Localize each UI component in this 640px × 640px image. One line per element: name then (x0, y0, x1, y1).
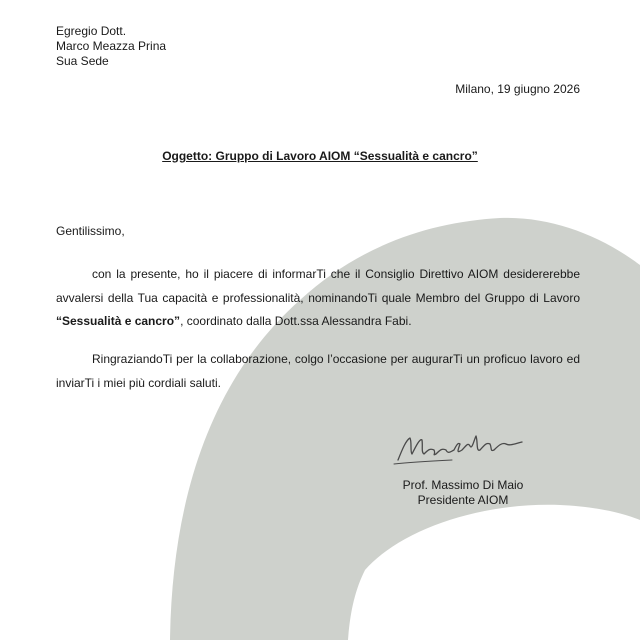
signer-role: Presidente AIOM (417, 493, 509, 507)
recipient-address (56, 24, 166, 69)
recipient-title: Egregio Dott. (56, 24, 127, 38)
paragraph1-text-end: , coordinato dalla Dott.ssa Alessandra Fabi. (180, 314, 412, 328)
recipient-location: Sua Sede (56, 54, 109, 68)
body-paragraph-2: RingraziandoTi per la collaborazione, colgo l’occasione per augurarTi un proficuo lavoro ed inviarTi i miei più cordiali saluti. (56, 352, 580, 390)
handwritten-signature (392, 428, 528, 468)
letter-date: Milano, 19 giugno 2026 (455, 82, 580, 96)
letter-subject: Oggetto: Gruppo di Lavoro AIOM “Sessualità e cancro” (162, 149, 478, 163)
letter-greeting: Gentilissimo, (56, 224, 125, 238)
paragraph1-text-start: con la presente, ho il piacere di informarTi che il Consiglio Direttivo AIOM desidererebbe avvalersi della Tua capacità e professionalità, nominandoTi quale Membro del Gruppo di Lavoro (56, 267, 580, 305)
signature-block (388, 478, 538, 508)
working-group-name: “Sessualità e cancro” (56, 314, 181, 328)
signer-name: Prof. Massimo Di Maio (402, 478, 524, 492)
body-paragraph-1 (56, 263, 580, 334)
recipient-name: Marco Meazza Prina (56, 39, 167, 53)
